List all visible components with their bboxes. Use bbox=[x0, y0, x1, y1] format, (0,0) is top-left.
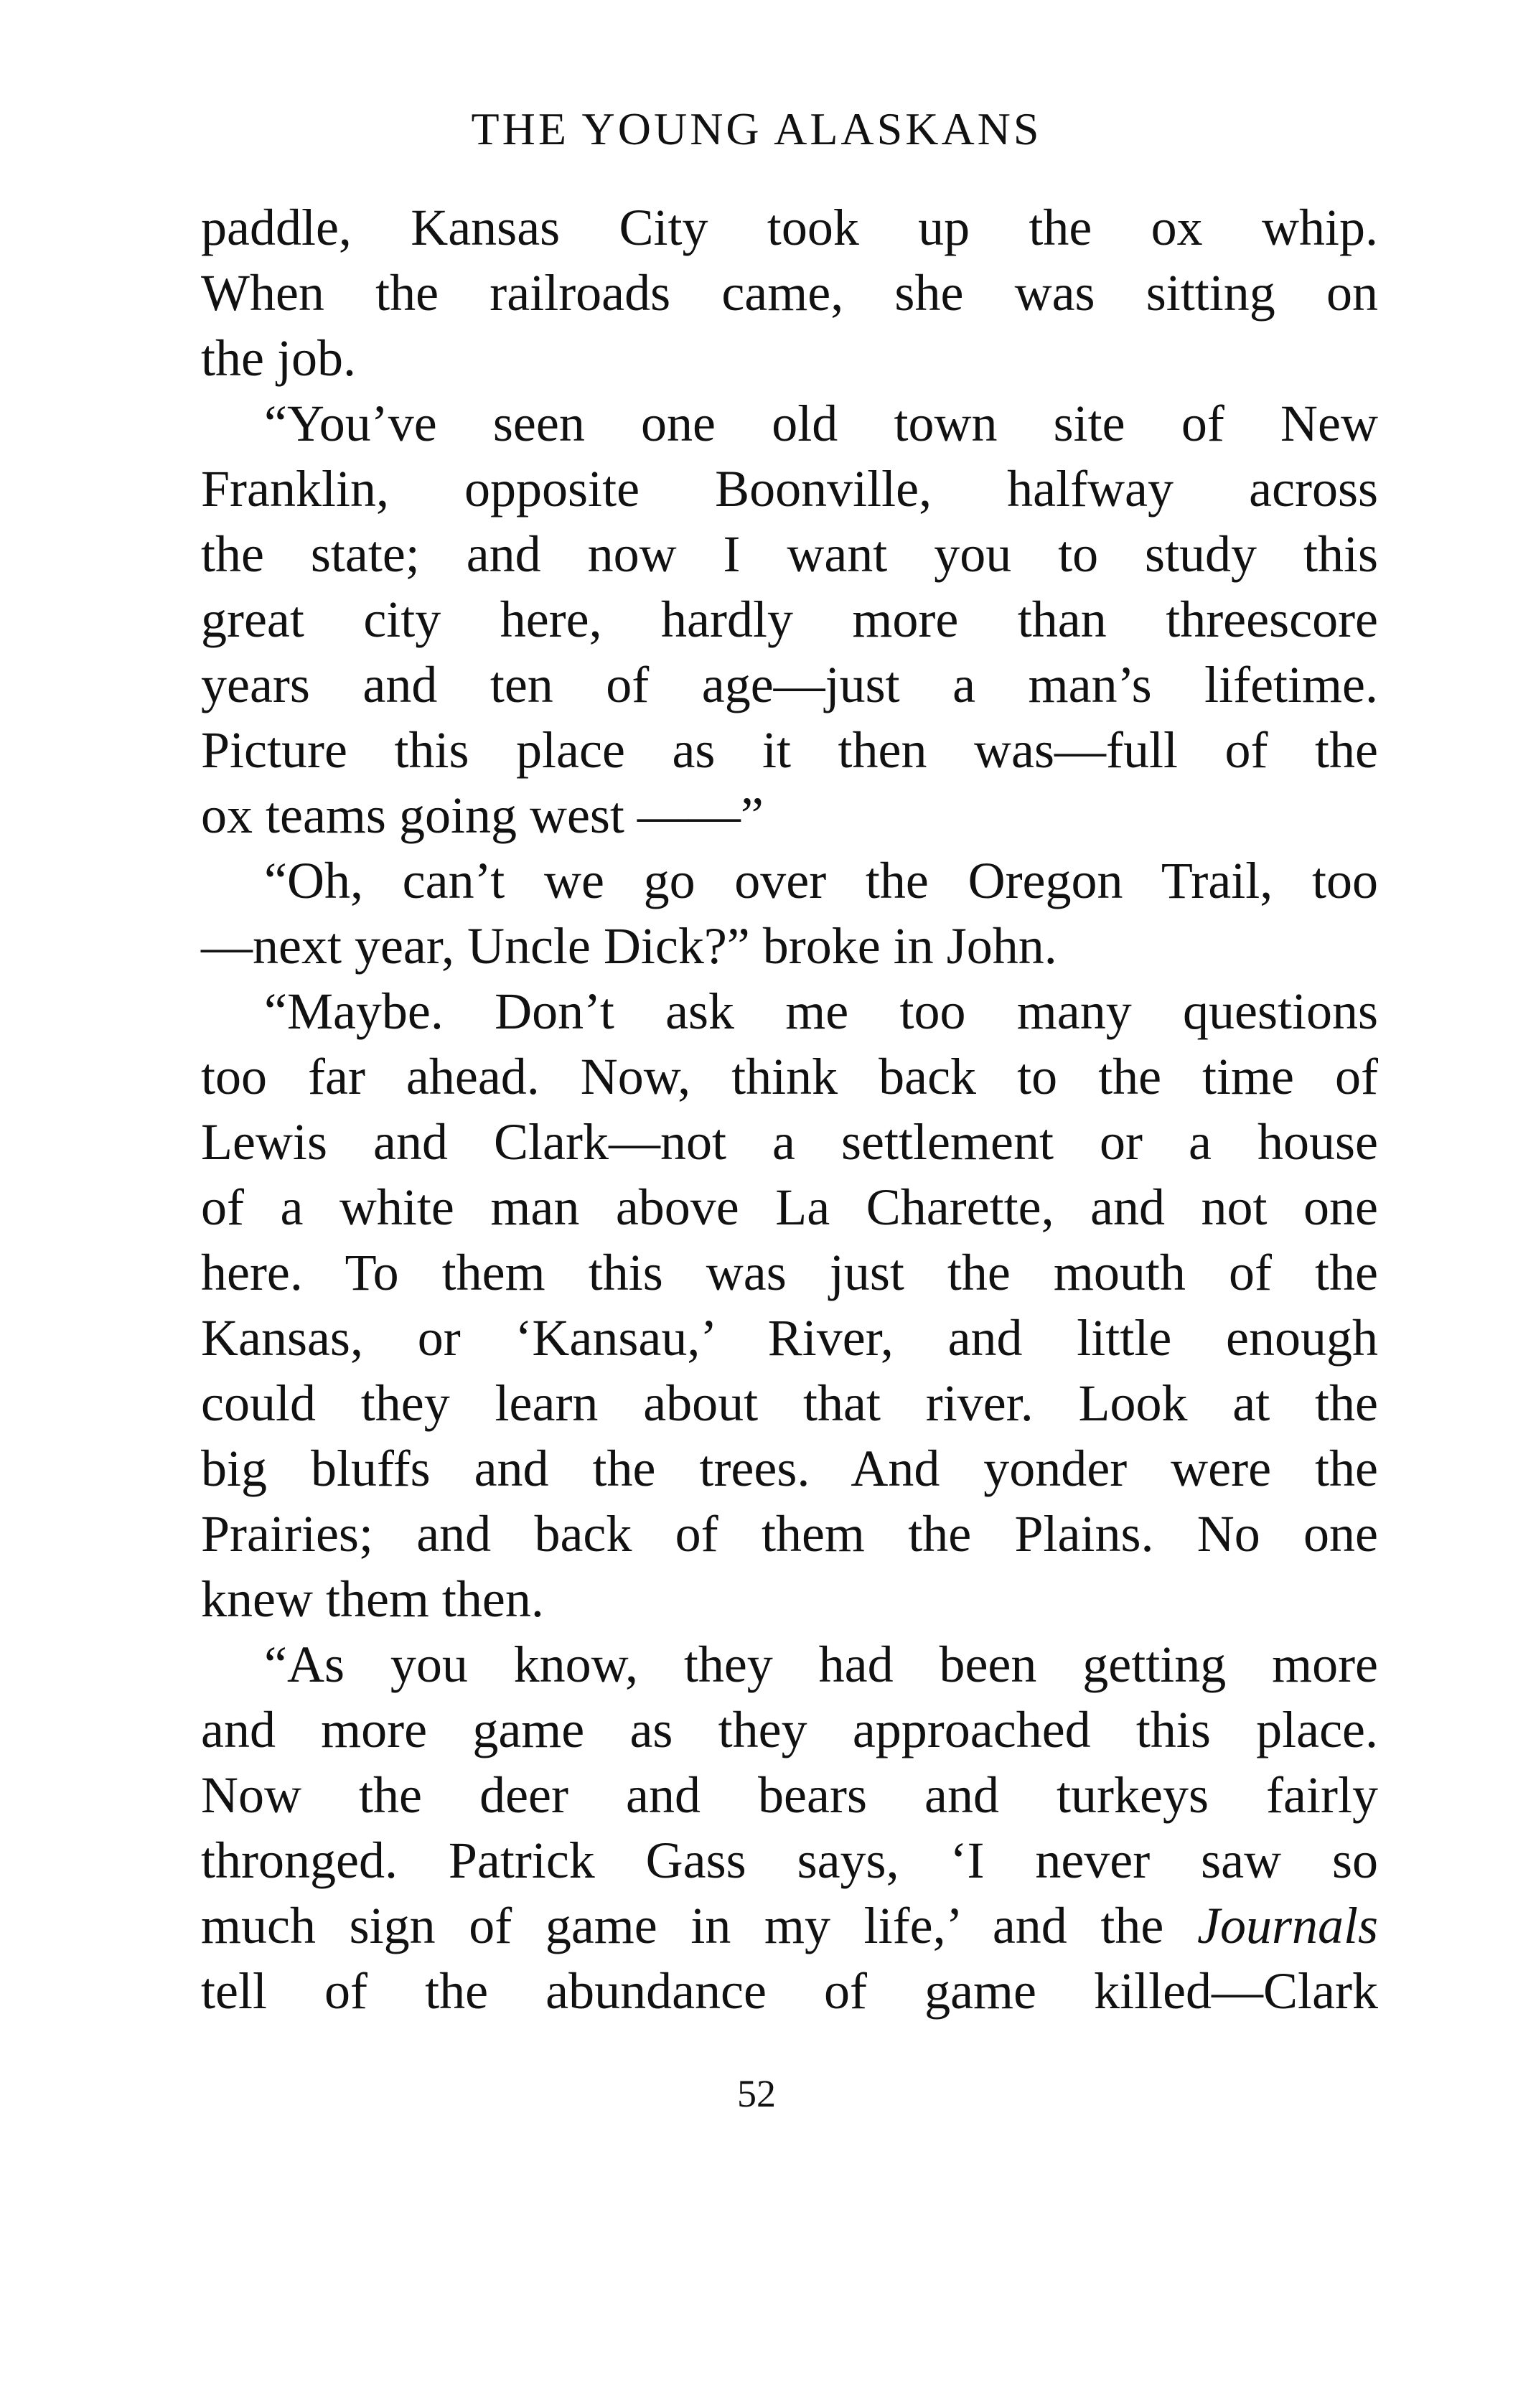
text-line: Prairies; and back of them the Plains. No one bbox=[201, 1505, 1378, 1563]
text-line: —next year, Uncle Dick?” broke in John. bbox=[201, 917, 1057, 975]
text-line: Kansas, or ‘Kansau,’ River, and little enough bbox=[201, 1309, 1378, 1367]
text-line: “Oh, can’t we go over the Oregon Trail, too bbox=[264, 852, 1378, 909]
page-number: 52 bbox=[737, 2072, 776, 2115]
text-line: of a white man above La Charette, and not one bbox=[201, 1179, 1378, 1236]
text-line: “As you know, they had been getting more bbox=[264, 1636, 1378, 1693]
text-line: ox teams going west ——” bbox=[201, 787, 764, 844]
text-line: Now the deer and bears and turkeys fairly bbox=[201, 1766, 1378, 1824]
text-line: “Maybe. Don’t ask me too many questions bbox=[264, 983, 1378, 1040]
text-line: thronged. Patrick Gass says, ‘I never saw so bbox=[201, 1832, 1378, 1889]
text-run: much sign of game in my life,’ and the bbox=[201, 1897, 1197, 1954]
text-line: the state; and now I want you to study this bbox=[201, 525, 1378, 583]
text-line: knew them then. bbox=[201, 1570, 544, 1628]
body-text bbox=[201, 195, 1378, 2024]
text-line: too far ahead. Now, think back to the time of bbox=[201, 1048, 1378, 1105]
text-line: the job. bbox=[201, 329, 356, 387]
text-line: Franklin, opposite Boonville, halfway across bbox=[201, 460, 1378, 517]
text-line: paddle, Kansas City took up the ox whip. bbox=[201, 199, 1378, 256]
text-line: and more game as they approached this place. bbox=[201, 1701, 1378, 1758]
text-line: “You’ve seen one old town site of New bbox=[264, 395, 1378, 452]
text-line: here. To them this was just the mouth of the bbox=[201, 1244, 1378, 1301]
text-line: tell of the abundance of game killed—Clark bbox=[201, 1962, 1378, 2020]
text-line: great city here, hardly more than threescore bbox=[201, 591, 1378, 648]
text-line: When the railroads came, she was sitting on bbox=[201, 264, 1378, 322]
running-head: THE YOUNG ALASKANS bbox=[471, 103, 1042, 154]
text-line bbox=[201, 1893, 1378, 1959]
text-line: Picture this place as it then was—full of the bbox=[201, 721, 1378, 779]
text-line: Lewis and Clark—not a settlement or a house bbox=[201, 1113, 1378, 1171]
text-line: big bluffs and the trees. And yonder were the bbox=[201, 1440, 1378, 1497]
text-line: years and ten of age—just a man’s lifetime. bbox=[201, 656, 1378, 713]
text-line: could they learn about that river. Look at the bbox=[201, 1374, 1378, 1432]
journals-italic: Journals bbox=[1197, 1897, 1378, 1954]
